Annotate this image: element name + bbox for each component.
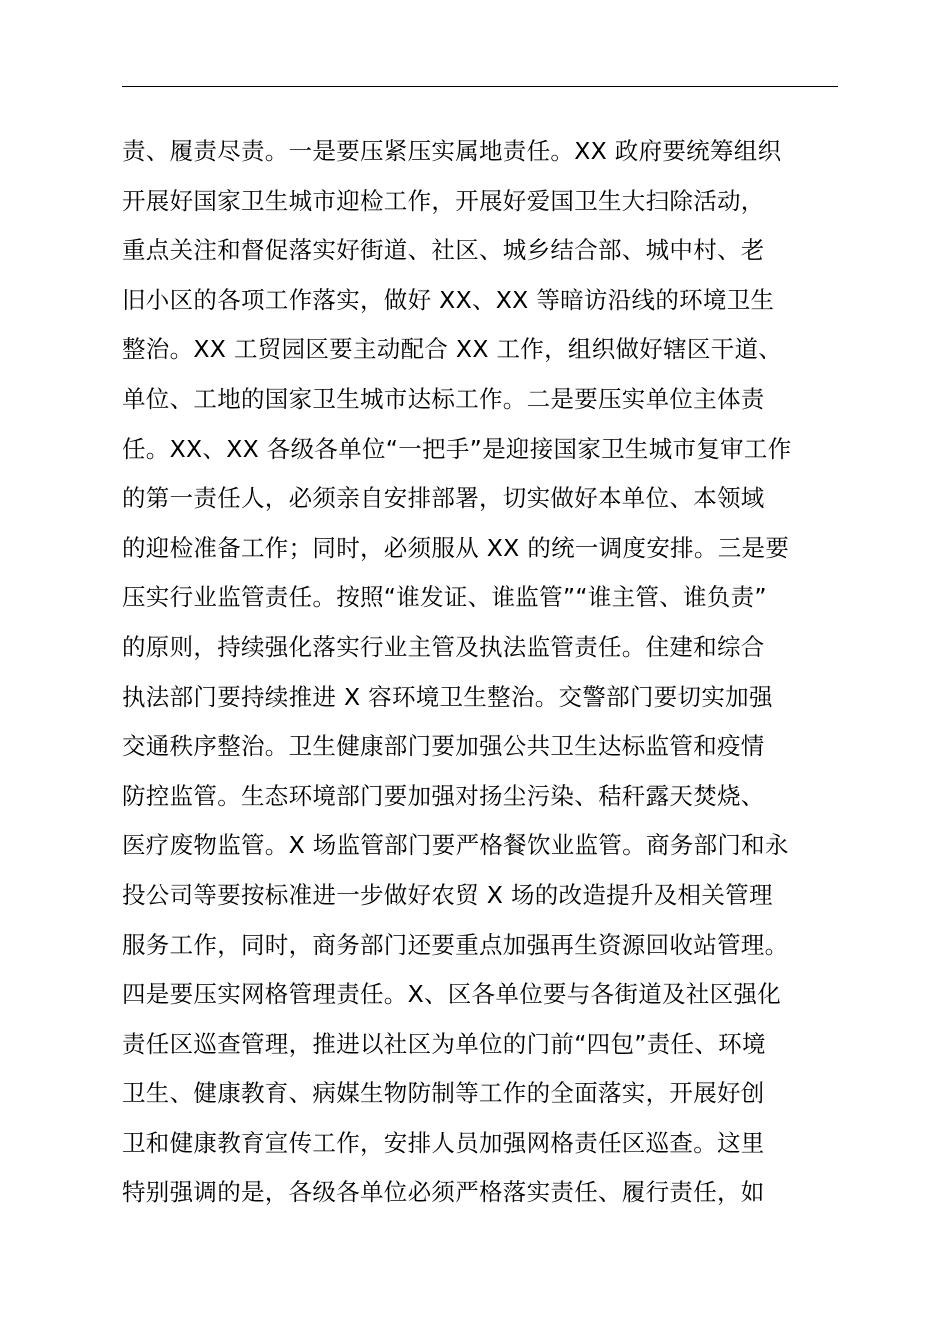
text-line: 的第一责任人，必须亲自安排部署，切实做好本单位、本领域 (122, 484, 765, 513)
text-line: 的原则，持续强化落实行业主管及执法监管责任。住建和综合 (122, 632, 765, 661)
text-line: 开展好国家卫生城市迎检工作，开展好爱国卫生大扫除活动， (122, 186, 765, 215)
text-line: 四是要压实网格管理责任。X、区各单位要与各街道及社区强化 (122, 980, 781, 1009)
header-rule (122, 86, 838, 87)
text-line: 单位、工地的国家卫生城市达标工作。二是要压实单位主体责 (122, 384, 765, 413)
text-line: 交通秩序整治。卫生健康部门要加强公共卫生达标监管和疫情 (122, 732, 765, 761)
text-line: 卫和健康教育宣传工作，安排人员加强网格责任区巡查。这里 (122, 1128, 765, 1157)
text-line: 责任区巡查管理，推进以社区为单位的门前“四包”责任、环境 (122, 1029, 766, 1058)
text-line: 服务工作，同时，商务部门还要重点加强再生资源回收站管理。 (122, 930, 789, 959)
text-line: 特别强调的是，各级各单位必须严格落实责任、履行责任，如 (122, 1178, 765, 1207)
text-line: 重点关注和督促落实好街道、社区、城乡结合部、城中村、老 (122, 236, 765, 265)
text-line: 投公司等要按标准进一步做好农贸 X 场的改造提升及相关管理 (122, 880, 773, 909)
text-line: 防控监管。生态环境部门要加强对扬尘污染、秸秆露天焚烧、 (122, 781, 765, 810)
text-line: 执法部门要持续推进 X 容环境卫生整治。交警部门要切实加强 (122, 682, 773, 711)
text-line: 任。XX、XX 各级各单位“一把手”是迎接国家卫生城市复审工作 (122, 434, 792, 463)
text-line: 旧小区的各项工作落实，做好 XX、XX 等暗访沿线的环境卫生 (122, 285, 775, 314)
text-line: 责、履责尽责。一是要压紧压实属地责任。XX 政府要统筹组织 (122, 137, 782, 165)
body-text (122, 127, 862, 1218)
text-line: 医疗废物监管。X 场监管部门要严格餐饮业监管。商务部门和永 (122, 831, 789, 860)
text-line: 的迎检准备工作；同时，必须服从 XX 的统一调度安排。三是要 (122, 533, 790, 562)
text-line: 压实行业监管责任。按照“谁发证、谁监管”“谁主管、谁负责” (122, 583, 767, 612)
text-line: 整治。XX 工贸园区要主动配合 XX 工作，组织做好辖区干道、 (122, 335, 783, 364)
text-line: 卫生、健康教育、病媒生物防制等工作的全面落实，开展好创 (122, 1079, 765, 1108)
